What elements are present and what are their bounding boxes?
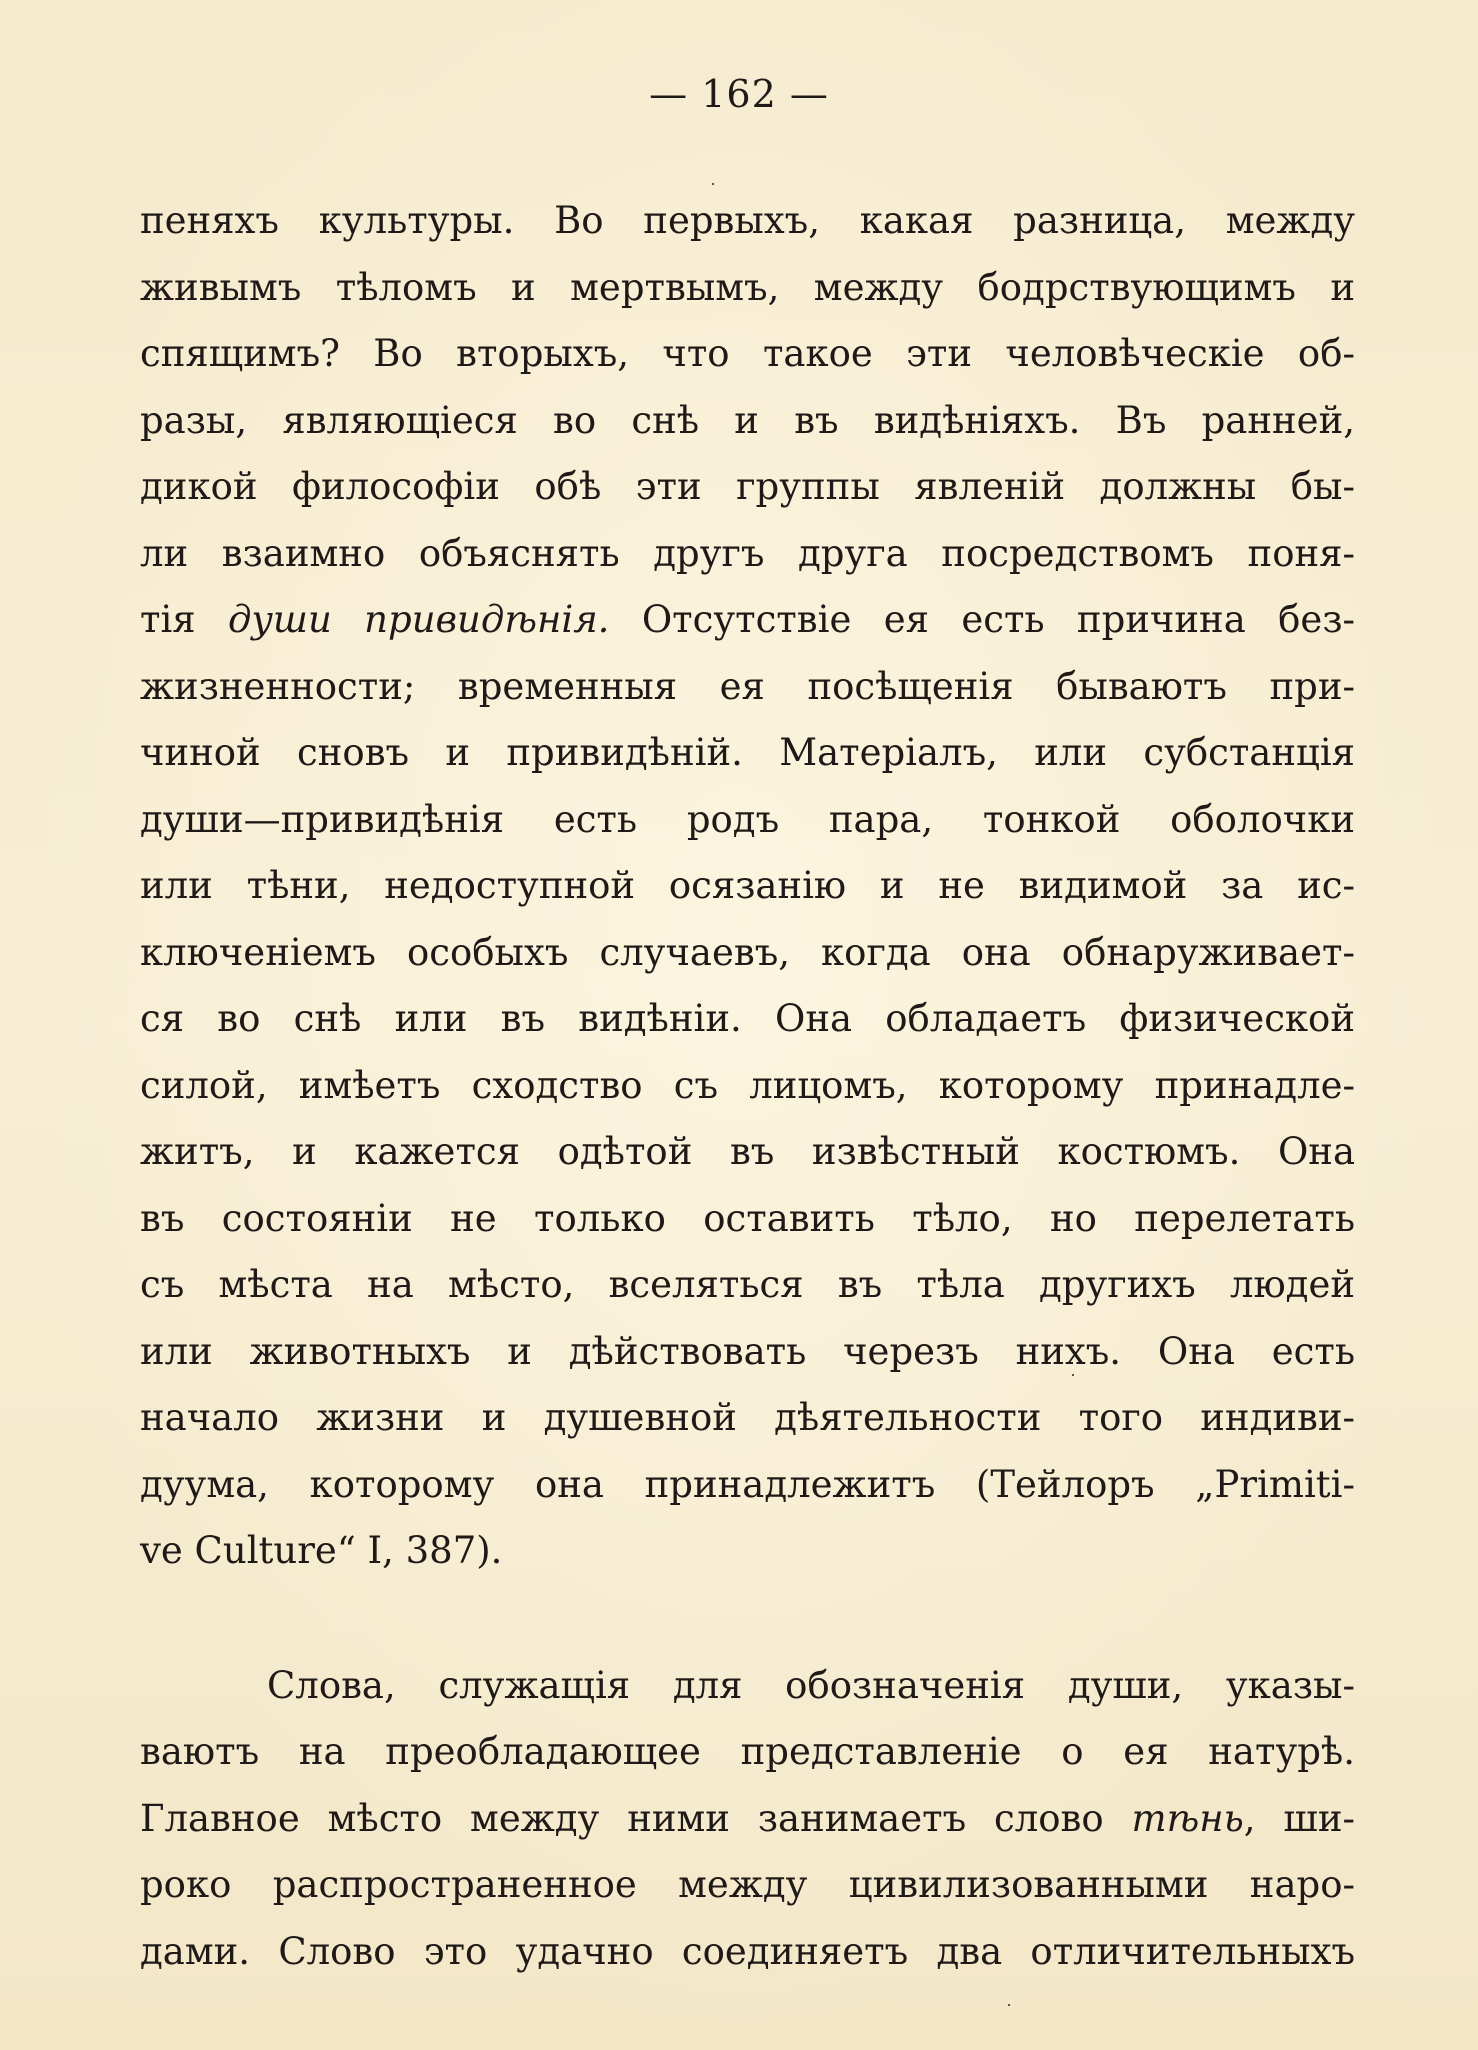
text-segment: Отсутствіе ея есть причина без- xyxy=(609,598,1355,641)
text-line: Слова, служащія для обозначенія души, указы- xyxy=(267,1663,1355,1707)
ink-speck xyxy=(1008,2004,1010,2006)
italic-term: души привидѣнія. xyxy=(228,598,610,641)
text-line: въ состояніи не только оставить тѣло, но перелетать xyxy=(140,1196,1355,1240)
text-line: жизненности; временныя ея посѣщенія бываютъ при- xyxy=(140,664,1355,708)
text-line: ся во снѣ или въ видѣніи. Она обладаетъ физической xyxy=(140,997,1355,1040)
text-line: ваютъ на преобладающее представленіе о ея натурѣ. xyxy=(140,1730,1355,1773)
text-line: житъ, и кажется одѣтой въ извѣстный костюмъ. Она xyxy=(140,1130,1355,1173)
text-line: дуума, которому она принадлежитъ (Тейлоръ „Primiti- xyxy=(140,1462,1355,1506)
text-line: роко распространенное между цивилизованными наро- xyxy=(140,1863,1355,1906)
text-line: души—привидѣнія есть родъ пара, тонкой оболочки xyxy=(140,797,1355,841)
text-segment: тія xyxy=(140,598,229,641)
text-line: спящимъ? Во вторыхъ, что такое эти человѣческіе об- xyxy=(140,332,1355,375)
text-line xyxy=(140,587,1355,654)
text-line: ve Culture“ I, 387). xyxy=(140,1529,503,1572)
text-line: начало жизни и душевной дѣятельности того индиви- xyxy=(140,1396,1355,1439)
ink-speck xyxy=(712,183,714,185)
text-line: дами. Слово это удачно соединяетъ два отличительныхъ xyxy=(140,1929,1355,1973)
text-segment: Главное мѣсто между ними занимаетъ слово xyxy=(140,1796,1132,1840)
text-line: чиной сновъ и привидѣній. Матеріалъ, или субстанція xyxy=(140,731,1355,774)
text-line: ли взаимно объяснять другъ друга посредствомъ поня- xyxy=(140,531,1355,575)
body-text xyxy=(140,188,1355,1985)
text-line: съ мѣста на мѣсто, вселяться въ тѣла другихъ людей xyxy=(140,1263,1355,1306)
paragraph-gap xyxy=(140,1585,1355,1653)
ink-speck xyxy=(1072,1374,1074,1376)
italic-term: тѣнь xyxy=(1131,1796,1244,1840)
text-segment: , ши- xyxy=(1243,1796,1355,1840)
text-line xyxy=(140,1786,1355,1853)
text-line: дикой философіи обѣ эти группы явленій должны бы- xyxy=(140,465,1355,508)
text-line: разы, являющіеся во снѣ и въ видѣніяхъ. Въ ранней, xyxy=(140,398,1355,442)
text-line: ключеніемъ особыхъ случаевъ, когда она обнаруживает- xyxy=(140,930,1355,974)
text-line: пеняхъ культуры. Во первыхъ, какая разница, между xyxy=(140,199,1355,242)
text-line: или тѣни, недоступной осязанію и не видимой за ис- xyxy=(140,864,1355,907)
page-number: — 162 — xyxy=(649,72,829,116)
text-line: силой, имѣетъ сходство съ лицомъ, которому принадле- xyxy=(140,1063,1355,1107)
text-line: живымъ тѣломъ и мертвымъ, между бодрствующимъ и xyxy=(140,265,1355,309)
text-line: или животныхъ и дѣйствовать черезъ нихъ. Она есть xyxy=(140,1329,1355,1373)
